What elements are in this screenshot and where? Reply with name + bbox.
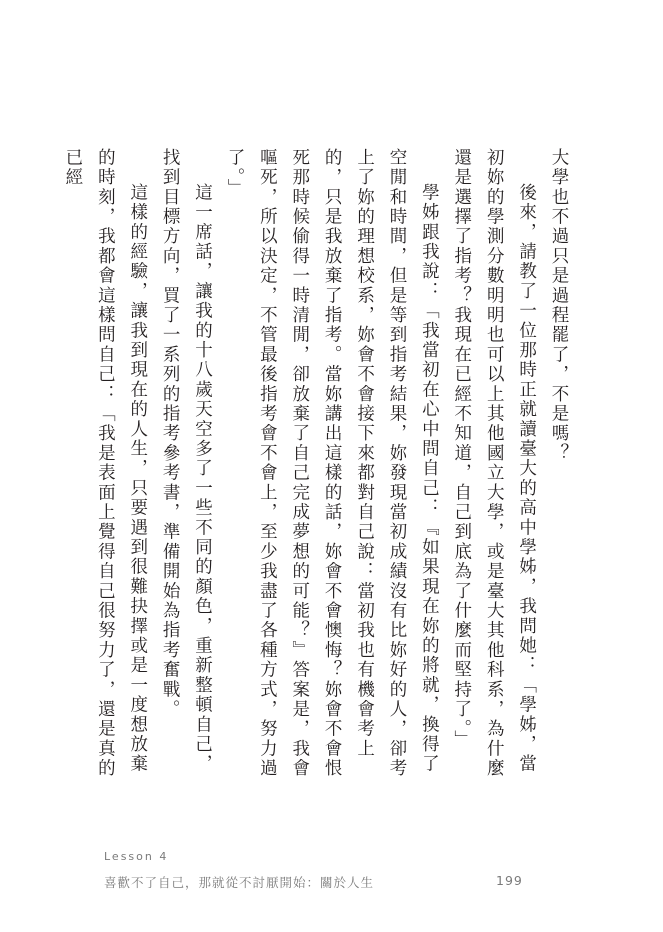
paragraph-2: 後來，請教了一位那時正就讀臺大的高中學姊，我問她：「學姊，當初妳的學測分數明明也可以上其他國立大學，或是臺大其他科系，為什麼還是選擇了指考？我現在已經不知道，自己到底為了什麼而堅持了。」 <box>451 148 537 779</box>
paragraph-3: 學姊跟我說：「我當初在心中問自己：『如果現在妳的將就，換得了空閒和時間，但是等到指考結果，妳發現當初成績沒有比妳好的人，卻考上了妳的理想校系，妳會不會接下來都對自己說：當初我也有機會考上的，只是我放棄了指考。當妳講出這樣的話，妳會不會懊悔？妳會不會恨死那時候偷得一時清閒，卻放棄了自己完成夢想的可能？』答案是，我會嘔死，所以決定，不管最後指考會不會上，至少我盡了各種方式，努力過了。」 <box>224 148 440 779</box>
running-footer-lesson: Lesson 4 <box>104 850 169 863</box>
vertical-body-text <box>62 148 575 788</box>
paragraph-4: 這一席話，讓我的十八歲天空多了一些不同的顏色，重新整頓自己，找到目標方向，買了一系列的指考參考書，準備開始為指考奮戰。 <box>160 148 213 774</box>
page-number: 199 <box>496 873 523 888</box>
paragraph-1: 大學也不過只是過程罷了，不是嗎？ <box>549 148 569 464</box>
running-footer-title: 喜歡不了自己，那就從不討厭開始：關於人生 <box>104 875 375 890</box>
paragraph-5: 這樣的經驗，讓我到現在的人生，只要遇到很難抉擇或是一度想放棄的時刻，我都會這樣問自己：「我是表面上覺得自己很努力了，還是真的已經 <box>62 148 148 779</box>
